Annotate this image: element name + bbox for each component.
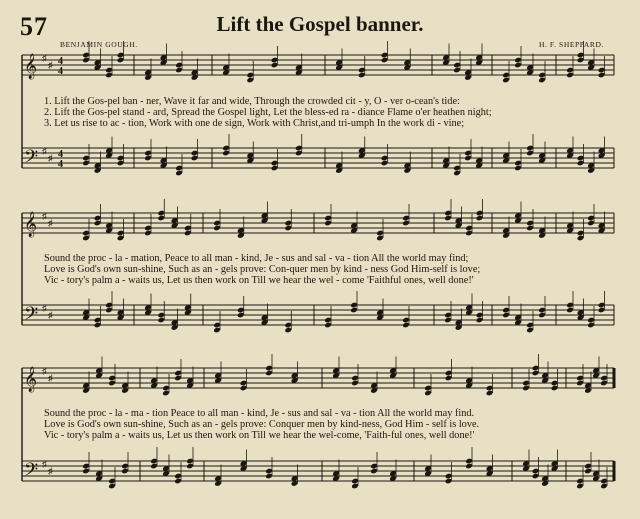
- sharp-icon: ♯: [48, 60, 53, 70]
- sharp-icon: ♯: [42, 53, 47, 63]
- composer-credit: H. F. SHEPPARD.: [538, 40, 604, 49]
- sharp-icon: ♯: [42, 211, 47, 221]
- lyric-line: Sound the proc - la - mation, Peace to all man - kind, Je - sus and sal - va - tion All the world may find;: [44, 253, 469, 264]
- sharp-icon: ♯: [42, 146, 47, 156]
- sharp-icon: ♯: [42, 303, 47, 313]
- treble-clef-icon: 𝄞: [24, 212, 38, 237]
- lyric-line: Love is God's own sun-shine, Such as an - gels prove: Con-quer men by kind - ness God Him-self is love;: [44, 264, 481, 275]
- treble-clef-icon: 𝄞: [24, 367, 38, 392]
- bass-clef-icon: 𝄢: [24, 147, 39, 172]
- sharp-icon: ♯: [48, 310, 53, 320]
- lyrics-system-3: [44, 408, 616, 441]
- lyric-line: 1. Lift the Gos-pel ban - ner, Wave it far and wide, Through the crowded cit - y, O - ver o-cean's tide:: [44, 96, 460, 107]
- lyrics-system-2: [44, 253, 616, 286]
- hymn-title: Lift the Gospel banner.: [216, 12, 424, 36]
- bass-clef-icon: 𝄢: [24, 460, 39, 485]
- lyric-line: Sound the proc - la - ma - tion Peace to all man - kind, Je - sus and sal - va - tion All the world may find.: [44, 408, 475, 419]
- sharp-icon: ♯: [48, 153, 53, 163]
- time-signature: 4: [58, 159, 63, 170]
- time-signature: 4: [58, 66, 63, 77]
- lyric-line: Vic - tory's palm a - waits us, Let us then work on Till we hear the wel-come, 'Faith-ful ones, well done!': [44, 430, 475, 441]
- sharp-icon: ♯: [48, 218, 53, 228]
- lyric-line: Vic - tory's palm a - waits us, Let us then work on Till we hear the wel - come 'Faithful ones, well done!': [44, 275, 474, 286]
- bass-clef-icon: 𝄢: [24, 304, 39, 329]
- sharp-icon: ♯: [48, 466, 53, 476]
- lyric-line: 2. Lift the Gos-pel stand - ard, Spread the Gospel light, Let the bless-ed ra - diance Flame o'er heathen night;: [44, 107, 492, 118]
- sharp-icon: ♯: [42, 366, 47, 376]
- sharp-icon: ♯: [48, 373, 53, 383]
- lyrics-system-1: [44, 96, 616, 129]
- sharp-icon: ♯: [42, 459, 47, 469]
- time-signature: 4: [58, 56, 63, 67]
- lyric-line: 3. Let us rise to ac - tion, Work with one de sign, Work with Christ,and tri-umph In the work di - vine;: [44, 118, 465, 129]
- treble-clef-icon: 𝄞: [24, 54, 38, 79]
- time-signature: 4: [58, 149, 63, 160]
- hymn-number: 57: [20, 12, 48, 41]
- lyric-line: Love is God's own sun-shine, Such as an - gels prove: Conquer men by kind-ness, God Him - self is love.: [44, 419, 480, 430]
- author-credit: BENJAMIN GOUGH.: [60, 40, 138, 49]
